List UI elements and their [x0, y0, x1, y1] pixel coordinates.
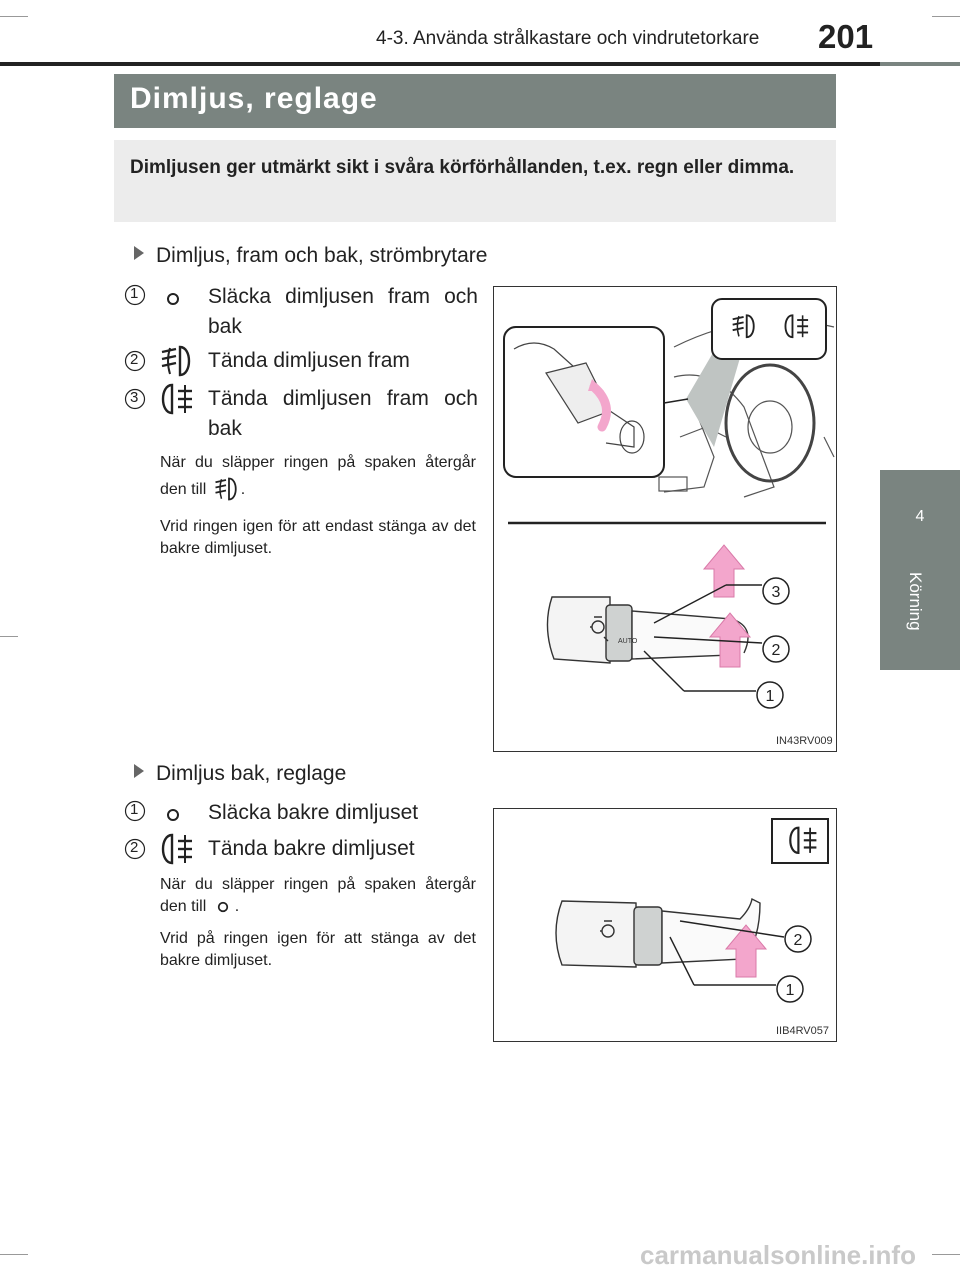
- crop-mark: [0, 636, 18, 637]
- heading-text: Dimljus, reglage: [130, 82, 378, 115]
- chapter-tab: [880, 470, 960, 670]
- circled-number: [124, 284, 144, 304]
- chapter-number: 4: [915, 508, 925, 525]
- circled-number-text: 2: [130, 839, 139, 856]
- figure-rear-fog-switch: [493, 808, 837, 1042]
- item-text: Släcka bakre dimljuset: [208, 801, 419, 824]
- note-paragraph: Vrid ringen igen för att endast stänga av det bakre dimljuset.: [160, 518, 476, 557]
- circled-number: [124, 838, 144, 858]
- callout-2: 2: [771, 642, 781, 659]
- circled-number-text: 1: [130, 285, 139, 302]
- note-paragraph: Vrid på ringen igen för att stänga av det bakre dimljuset.: [160, 930, 476, 969]
- section-title: 4-3. Använda strålkastare och vindrutetorkare: [376, 28, 760, 49]
- item-text: Tända dimljusen fram och bak: [208, 387, 478, 440]
- crop-mark: [932, 1254, 960, 1255]
- off-circle-icon: [166, 292, 180, 306]
- note-text: När du släpper ringen på spaken återgår den till: [160, 876, 476, 915]
- crop-mark: [0, 1254, 28, 1255]
- off-circle-icon: [166, 808, 180, 822]
- lever-label: AUTO: [618, 638, 638, 645]
- header-rule-tab: [880, 62, 960, 66]
- note-text-end: .: [234, 898, 240, 915]
- note-paragraph: [160, 450, 476, 503]
- callout-2: 2: [793, 932, 803, 949]
- figure-code: IN43RV009: [776, 735, 833, 747]
- figure-illustration: [494, 287, 836, 751]
- crop-mark: [932, 16, 960, 17]
- triangle-bullet-icon: [134, 246, 144, 260]
- item-text: Tända dimljusen fram: [208, 349, 410, 372]
- bullet-text: Dimljus bak, reglage: [156, 762, 347, 785]
- chapter-label: Körning: [906, 572, 925, 631]
- intro-text: Dimljusen ger utmärkt sikt i svåra körförhållanden, t.ex. regn eller dimma.: [130, 157, 795, 178]
- figure-code: IIB4RV057: [776, 1025, 830, 1037]
- callout-1: 1: [785, 982, 795, 999]
- page-number: 201: [818, 18, 874, 55]
- circled-number-text: 2: [130, 351, 139, 368]
- note-paragraph: [160, 874, 476, 918]
- circled-number-text: 3: [130, 389, 139, 406]
- header-rule: [0, 62, 880, 66]
- off-circle-icon: [217, 901, 229, 913]
- circled-number: [124, 388, 144, 408]
- rear-fog-light-icon: [156, 832, 196, 866]
- watermark: carmanualsonline.info: [640, 1240, 916, 1270]
- bullet-heading: [134, 762, 346, 786]
- bullet-heading: [134, 244, 487, 268]
- note-text: När du släpper ringen på spaken återgår den till: [160, 454, 476, 498]
- item-text: Tända bakre dimljuset: [208, 837, 415, 860]
- note-text-end: .: [240, 481, 246, 498]
- item-text: Släcka dimljusen fram och bak: [208, 285, 478, 338]
- circled-number: [124, 350, 144, 370]
- triangle-bullet-icon: [134, 764, 144, 778]
- section-heading: [114, 74, 836, 128]
- callout-3: 3: [771, 584, 781, 601]
- rear-fog-light-icon: [156, 382, 196, 416]
- bullet-text: Dimljus, fram och bak, strömbrytare: [156, 244, 488, 267]
- intro-box: [114, 140, 836, 222]
- front-fog-light-icon: [211, 476, 241, 502]
- figure-fog-switch: [493, 286, 837, 752]
- circled-number-text: 1: [130, 801, 139, 818]
- crop-mark: [0, 16, 28, 17]
- circled-number: [124, 800, 144, 820]
- callout-1: 1: [765, 688, 775, 705]
- figure-illustration: [494, 809, 836, 1041]
- front-fog-light-icon: [156, 344, 196, 378]
